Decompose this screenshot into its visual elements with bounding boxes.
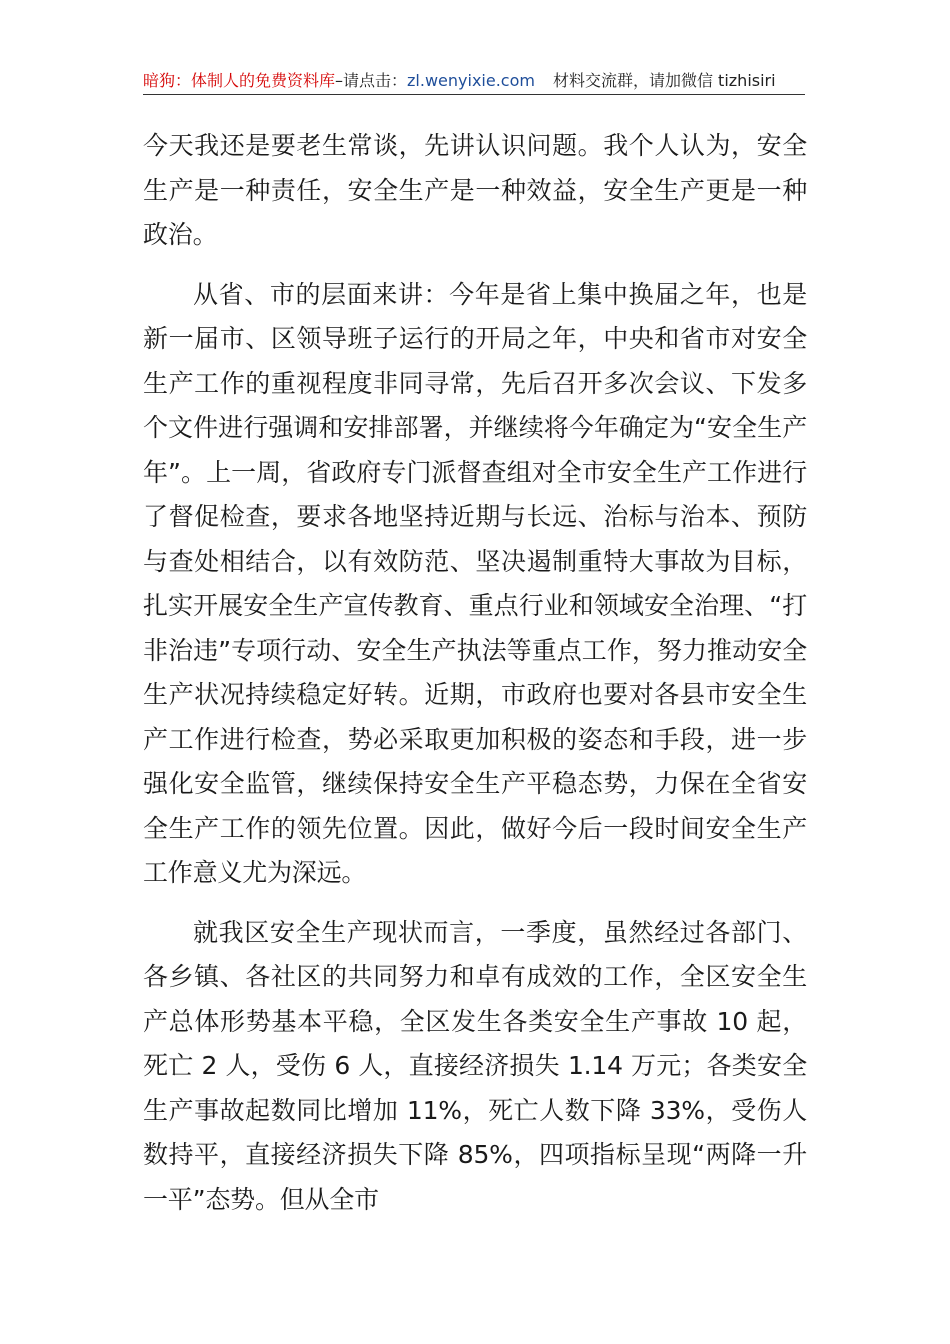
document-body (143, 124, 807, 1237)
header-brand: 暗狗：体制人的免费资料库 (143, 71, 336, 90)
paragraph-1: 今天我还是要老生常谈，先讲认识问题。我个人认为，安全生产是一种责任，安全生产是一种效益，安全生产更是一种政治。 (143, 131, 807, 249)
paragraph-3: 就我区安全生产现状而言，一季度，虽然经过各部门、各乡镇、各社区的共同努力和卓有成效的工作，全区安全生产总体形势基本平稳，全区发生各类安全生产事故 10 起，死亡 2 人，受伤 6 人，直接经济损失 1.14 万元；各类安全生产事故起数同比增加 11%，死亡人数下降 33%，受伤人数持平，直接经济损失下降 85%，四项指标呈现“两降一升一平”态势。但从全市 (143, 917, 807, 1214)
header-link[interactable]: zl.wenyixie.com (407, 71, 535, 90)
header-contact: 材料交流群，请加微信 tizhisiri (552, 71, 776, 90)
paragraph-2: 从省、市的层面来讲：今年是省上集中换届之年，也是新一届市、区领导班子运行的开局之年，中央和省市对安全生产工作的重视程度非同寻常，先后召开多次会议、下发多个文件进行强调和安排部署，并继续将今年确定为“安全生产年”。上一周，省政府专门派督查组对全市安全生产工作进行了督促检查，要求各地坚持近期与长远、治标与治本、预防与查处相结合，以有效防范、坚决遏制重特大事故为目标，扎实开展安全生产宣传教育、重点行业和领域安全治理、“打非治违”专项行动、安全生产执法等重点工作，努力推动安全生产状况持续稳定好转。近期，市政府也要对各县市安全生产工作进行检查，势必采取更加积极的姿态和手段，进一步强化安全监管，继续保持安全生产平稳态势，力保在全省安全生产工作的领先位置。因此，做好今后一段时间安全生产工作意义尤为深远。 (143, 279, 807, 887)
page-header (143, 68, 805, 95)
header-link-prefix: –请点击： (335, 71, 408, 90)
